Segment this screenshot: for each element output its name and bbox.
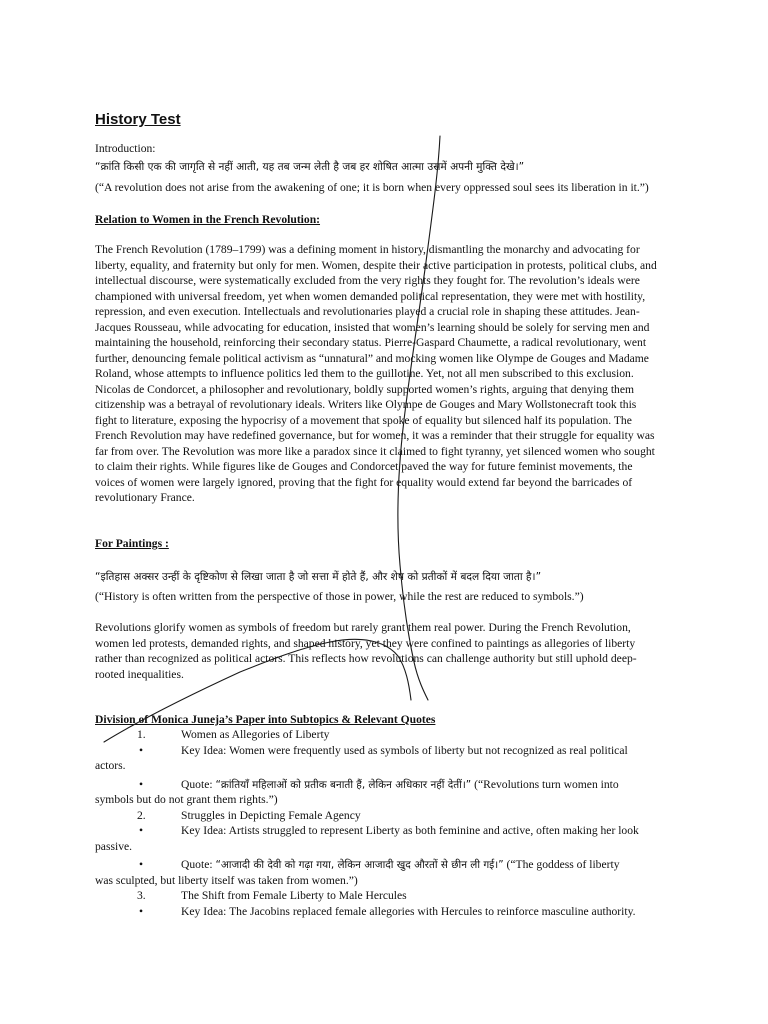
quote-english: (“Revolutions turn women into: [471, 777, 619, 791]
quote-continuation: symbols but do not grant them rights.”): [95, 793, 278, 806]
subtopic-number: 3.: [137, 889, 146, 902]
quote-hindi: “क्रांतियाँ महिलाओं को प्रतीक बनाती हैं, लेकिन अधिकार नहीं देतीं।”: [215, 778, 472, 791]
key-idea-continuation: passive.: [95, 839, 133, 853]
list-item: [95, 839, 661, 855]
subtopic-number: 1.: [137, 728, 146, 741]
quote-prefix: Quote:: [181, 858, 216, 871]
subtopic-list: [95, 727, 661, 919]
list-item: [95, 873, 661, 889]
list-item: [95, 777, 661, 793]
list-item: [95, 808, 661, 824]
bullet-mark: •: [139, 743, 144, 757]
intro-label: Introduction:: [95, 142, 156, 155]
list-item: [95, 857, 661, 873]
page-title: History Test: [95, 111, 181, 128]
bullet-mark: •: [139, 777, 144, 791]
intro-quote-hindi: “क्रांति किसी एक की जागृति से नहीं आती, यह तब जन्म लेती है जब हर शोषित आत्मा उसमें अपनी मुक्ति देखे।”: [95, 161, 525, 173]
subtopic-title: Struggles in Depicting Female Agency: [181, 808, 361, 822]
paintings-quote-english: (“History is often written from the perspective of those in power, while the rest are reduced to symbols.”): [95, 590, 584, 603]
quote-line: [181, 777, 619, 794]
list-item: [95, 904, 661, 920]
women-section-body: The French Revolution (1789–1799) was a defining moment in history, dismantling the monarchy and advocating for liberty, equality, and fraternity but only for men. Women, despite their active participation in protests, political clubs, and intellectual discourse, were systematically excluded from the very rights they fought for. The revolution’s ideals were championed with universal freedom, yet when women demanded political representation, they were met with hostility, repression, and even execution. Intellectuals and revolutionaries played a crucial role in shaping these attitudes. Jean-Jacques Rousseau, while advocating for education, insisted that women’s learning should be solely for serving men and maintaining the household, reinforcing their secondary status. Pierre-Gaspard Chaumette, a radical revolutionary, went further, denouncing female political activism as “unnatural” and mocking women like Olympe de Gouges and Madame Roland, whose attempts to influence politics led them to the guillotine. Yet, not all men subscribed to this exclusion. Nicolas de Condorcet, a philosopher and revolutionary, boldly supported women’s rights, arguing that denying them citizenship was a betrayal of revolutionary ideals. Writers like Olympe de Gouges and Mary Wollstonecraft took this fight to literature, exposing the hypocrisy of a movement that spoke of equality but silenced half its population. The French Revolution may have redefined governance, but for women, it was a reminder that their struggle for equality was far from over. The Revolution was more like a paradox since it claimed to fight tyranny, yet silenced women who sought to claim their rights. While figures like de Gouges and Condorcet paved the way for future feminist movements, the voices of women were largely ignored, proving that the fight for equality would extend far beyond the barricades of revolutionary France.: [95, 243, 657, 504]
paintings-quote-hindi: “इतिहास अक्सर उन्हीं के दृष्टिकोण से लिखा जाता है जो सत्ता में होते हैं, और शेष को प्रतीकों में बदल दिया जाता है।”: [95, 571, 542, 583]
key-idea-text: Key Idea: The Jacobins replaced female allegories with Hercules to reinforce masculine authority.: [181, 904, 636, 918]
key-idea-continuation: actors.: [95, 759, 126, 772]
list-item: [95, 743, 661, 759]
list-item: [95, 792, 661, 808]
subtopic-title: Women as Allegories of Liberty: [181, 728, 330, 741]
quote-english: (“The goddess of liberty: [503, 858, 620, 871]
paintings-section-body: Revolutions glorify women as symbols of freedom but rarely grant them real power. During the French Revolution, women led protests, demanded rights, and shaped history, yet they were confined to paintings as allegories of liberty rather than recognized as political actors. This reflects how revolutions can challenge authority but still uphold deep-rooted inequalities.: [95, 621, 637, 681]
paintings-section-heading: For Paintings :: [95, 537, 169, 550]
intro-quote-english: (“A revolution does not arise from the awakening of one; it is born when every oppressed soul sees its liberation in it.”): [95, 181, 649, 194]
division-section-heading: Division of Monica Juneja’s Paper into Subtopics & Relevant Quotes: [95, 713, 436, 726]
list-item: [95, 823, 661, 839]
key-idea-text: Key Idea: Artists struggled to represent Liberty as both feminine and active, often making her look: [181, 824, 639, 837]
quote-line: [181, 857, 620, 874]
list-item: [95, 758, 661, 774]
list-item: [95, 727, 661, 743]
bullet-mark: •: [139, 904, 144, 918]
subtopic-title: The Shift from Female Liberty to Male Hercules: [181, 889, 407, 902]
women-section-heading: Relation to Women in the French Revolution:: [95, 213, 321, 226]
list-item: [95, 888, 661, 904]
bullet-mark: •: [139, 824, 144, 837]
key-idea-text: Key Idea: Women were frequently used as symbols of liberty but not recognized as real political: [181, 743, 628, 757]
quote-hindi: “आजादी की देवी को गढ़ा गया, लेकिन आजादी खुद औरतों से छीन ली गई।”: [215, 859, 504, 871]
subtopic-number: 2.: [137, 808, 146, 822]
quote-prefix: Quote:: [181, 777, 216, 791]
quote-continuation: was sculpted, but liberty itself was taken from women.”): [95, 873, 358, 887]
bullet-mark: •: [139, 858, 144, 871]
